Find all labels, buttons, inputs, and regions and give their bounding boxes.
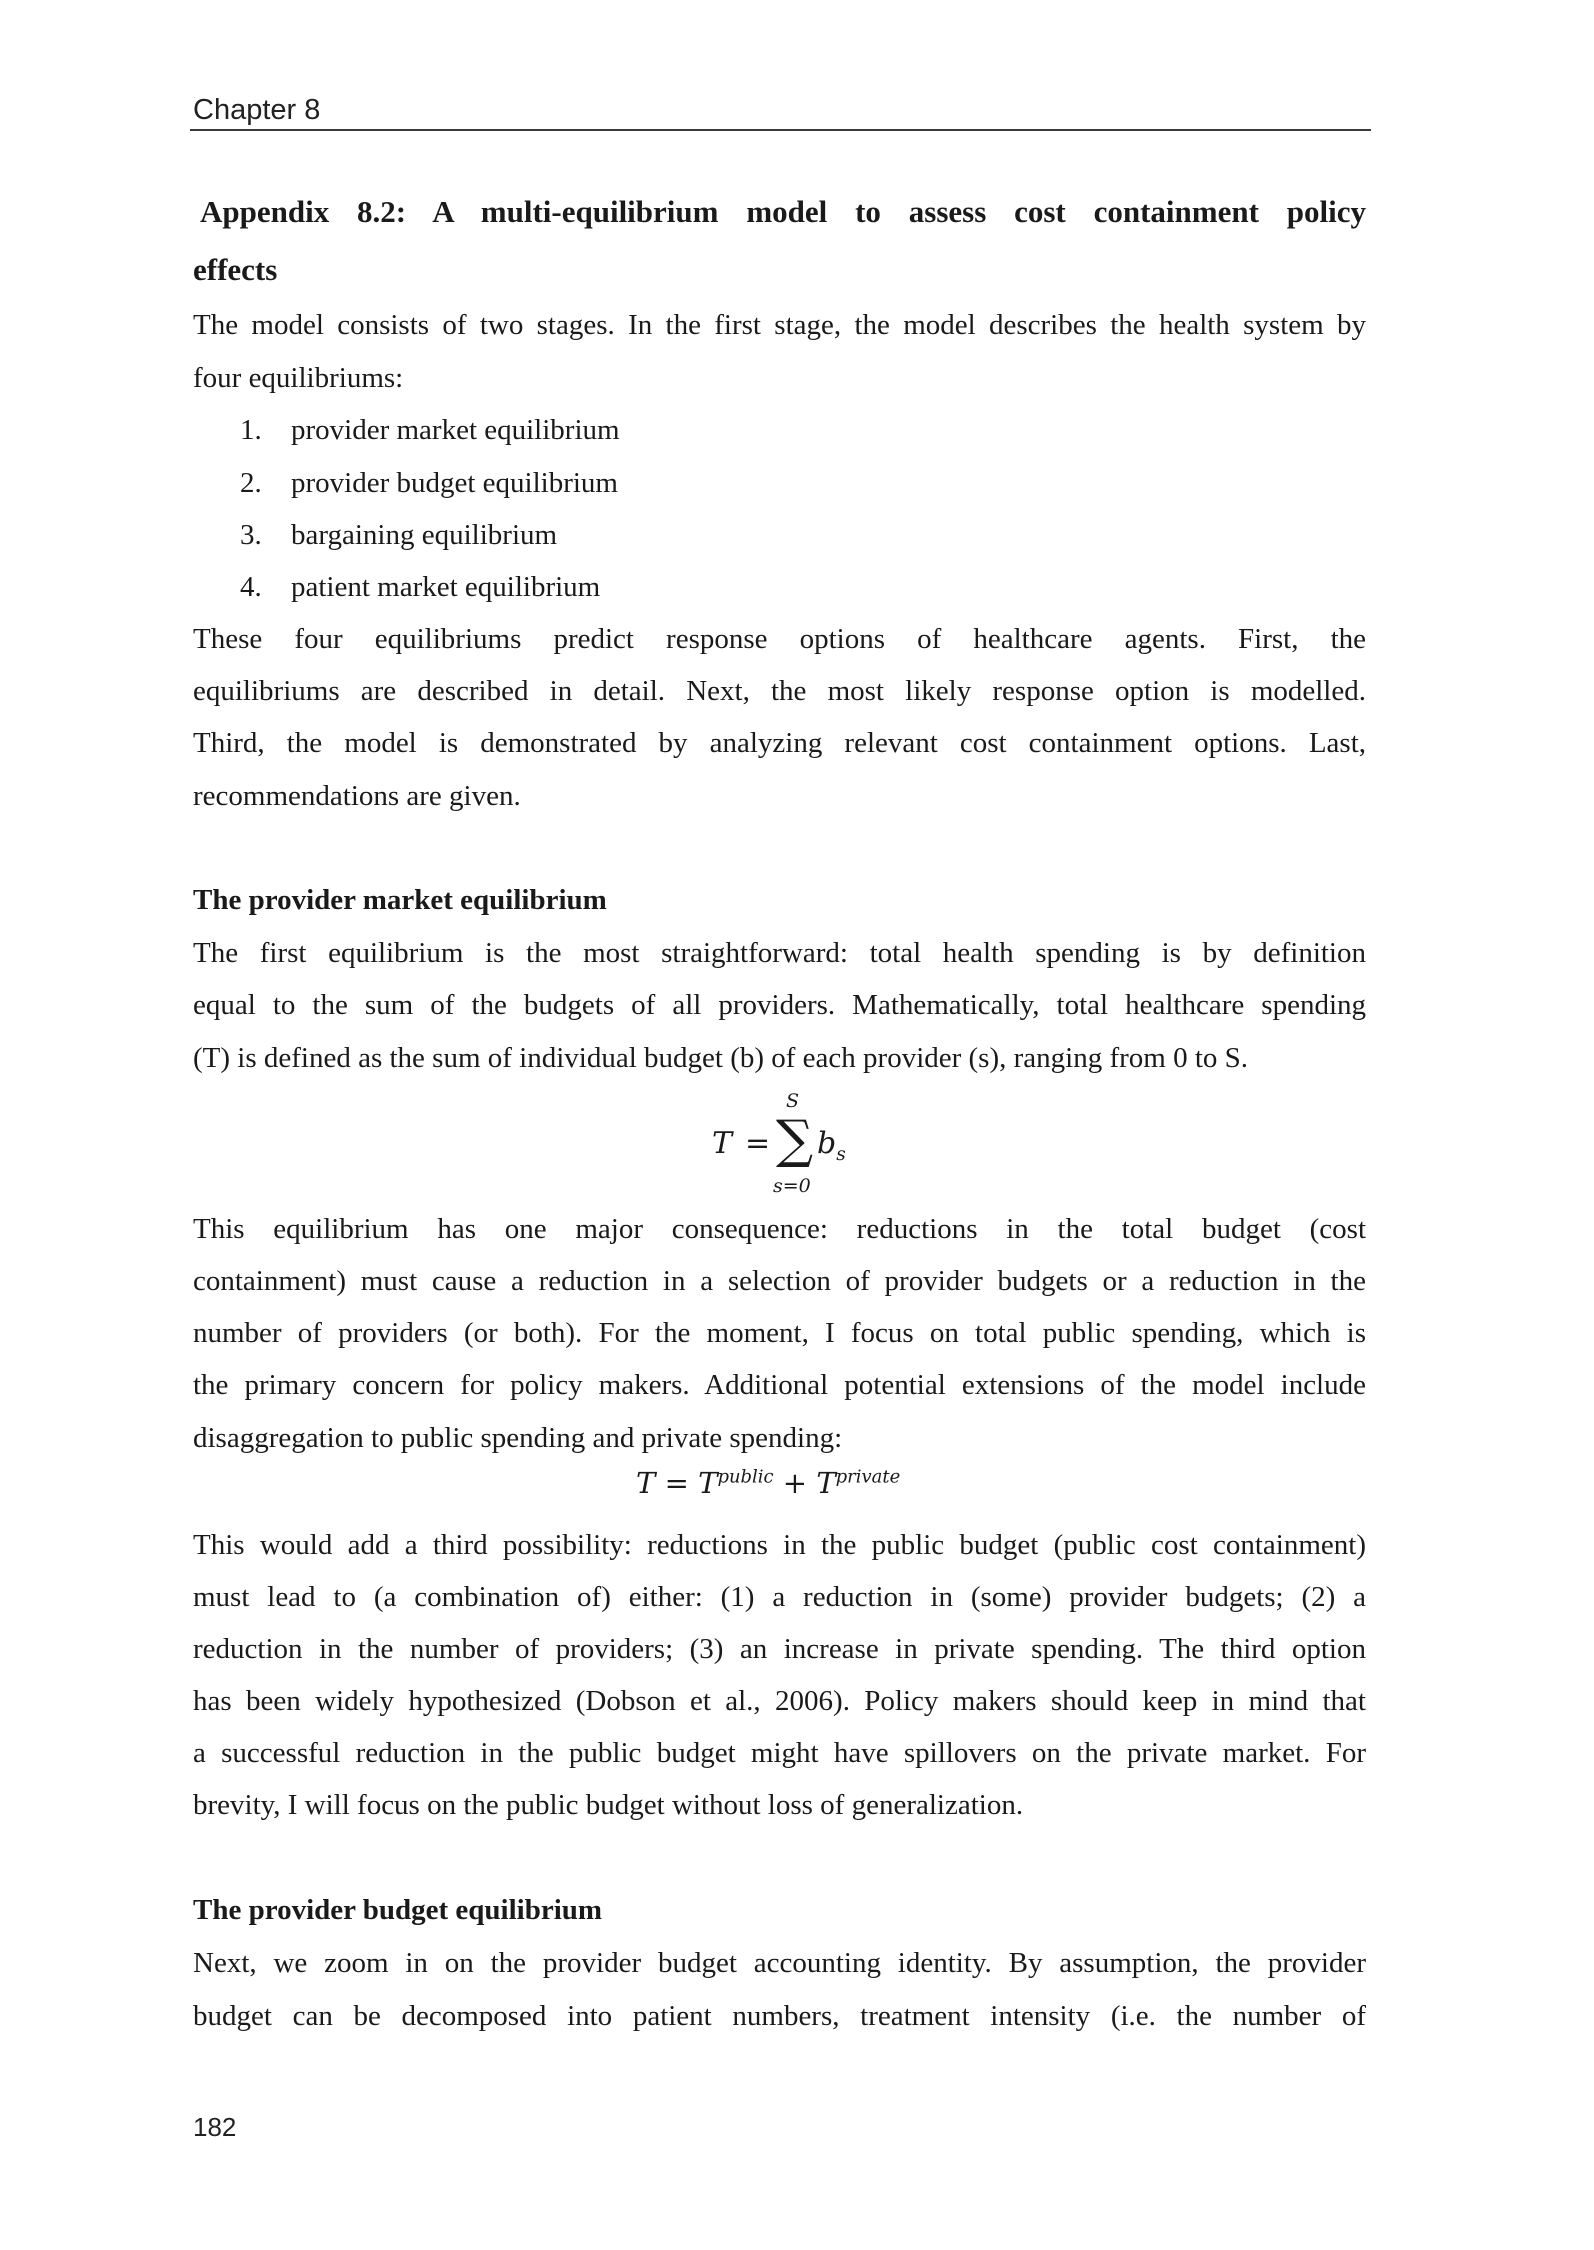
header-rule [190,129,1371,131]
paragraph-line: number of providers (or both). For the moment, I focus on total public spending, which is [193,1317,1366,1349]
paragraph-line: This would add a third possibility: reductions in the public budget (public cost containment) [193,1529,1366,1561]
paragraph-line: The first equilibrium is the most straightforward: total health spending is by definition [193,937,1366,969]
list-item: provider market equilibrium [291,414,620,446]
list-item: patient market equilibrium [291,571,601,603]
paragraph-line: Next, we zoom in on the provider budget accounting identity. By assumption, the provider [193,1947,1366,1979]
eq-lhs: T [712,1126,733,1161]
section-heading: The provider market equilibrium [193,884,607,916]
section-heading: The provider budget equilibrium [193,1894,603,1926]
paragraph-line: brevity, I will focus on the public budget without loss of generalization. [193,1789,1024,1821]
list-item: provider budget equilibrium [291,467,618,499]
paragraph-line: the primary concern for policy makers. Additional potential extensions of the model include [193,1369,1366,1401]
appendix-title-line-2: effects [193,252,278,287]
paragraph-line: has been widely hypothesized (Dobson et al., 2006). Policy makers should keep in mind that [193,1685,1366,1717]
list-number: 2. [240,467,262,499]
list-number: 4. [240,571,262,603]
paragraph-line: reduction in the number of providers; (3) an increase in private spending. The third option [193,1633,1366,1665]
eq-equals: = [745,1126,771,1161]
page-number: 182 [193,2112,237,2142]
paragraph-line: Third, the model is demonstrated by analyzing relevant cost containment options. Last, [193,727,1366,759]
appendix-title-line-1: Appendix 8.2: A multi-equilibrium model to assess cost containment policy [200,194,1366,229]
paragraph-line: four equilibriums: [193,362,404,394]
list-number: 1. [240,414,262,446]
sigma-symbol: ∑ [776,1110,814,1170]
paragraph-line: The model consists of two stages. In the first stage, the model describes the health system by [193,309,1366,341]
list-number: 3. [240,519,262,551]
sum-upper-limit: S [786,1090,800,1112]
running-header: Chapter 8 [193,94,321,126]
equation-public-private: $T = T^{public} + T^{private}$ [636,1466,901,1500]
paragraph-line: equilibriums are described in detail. Next, the most likely response option is modelled. [193,675,1366,707]
paragraph-line: containment) must cause a reduction in a selection of provider budgets or a reduction in the [193,1265,1366,1297]
paragraph-line: must lead to (a combination of) either: (1) a reduction in (some) provider budgets; (2) a [193,1581,1366,1613]
paragraph-line: budget can be decomposed into patient numbers, treatment intensity (i.e. the number of [193,2000,1366,2032]
eq-term: $b_s$ [817,1126,846,1165]
paragraph-line: disaggregation to public spending and private spending: [193,1422,843,1454]
paragraph-line: (T) is defined as the sum of individual budget (b) of each provider (s), ranging from 0 to S. [193,1042,1249,1074]
paragraph-line: a successful reduction in the public budget might have spillovers on the private market. For [193,1737,1366,1769]
paragraph-line: equal to the sum of the budgets of all providers. Mathematically, total healthcare spending [193,989,1366,1021]
paragraph-line: These four equilibriums predict response options of healthcare agents. First, the [193,623,1366,655]
sum-lower-limit: s=0 [773,1175,811,1197]
paragraph-line: This equilibrium has one major consequence: reductions in the total budget (cost [193,1213,1366,1245]
list-item: bargaining equilibrium [291,519,558,551]
paragraph-line: recommendations are given. [193,780,521,812]
